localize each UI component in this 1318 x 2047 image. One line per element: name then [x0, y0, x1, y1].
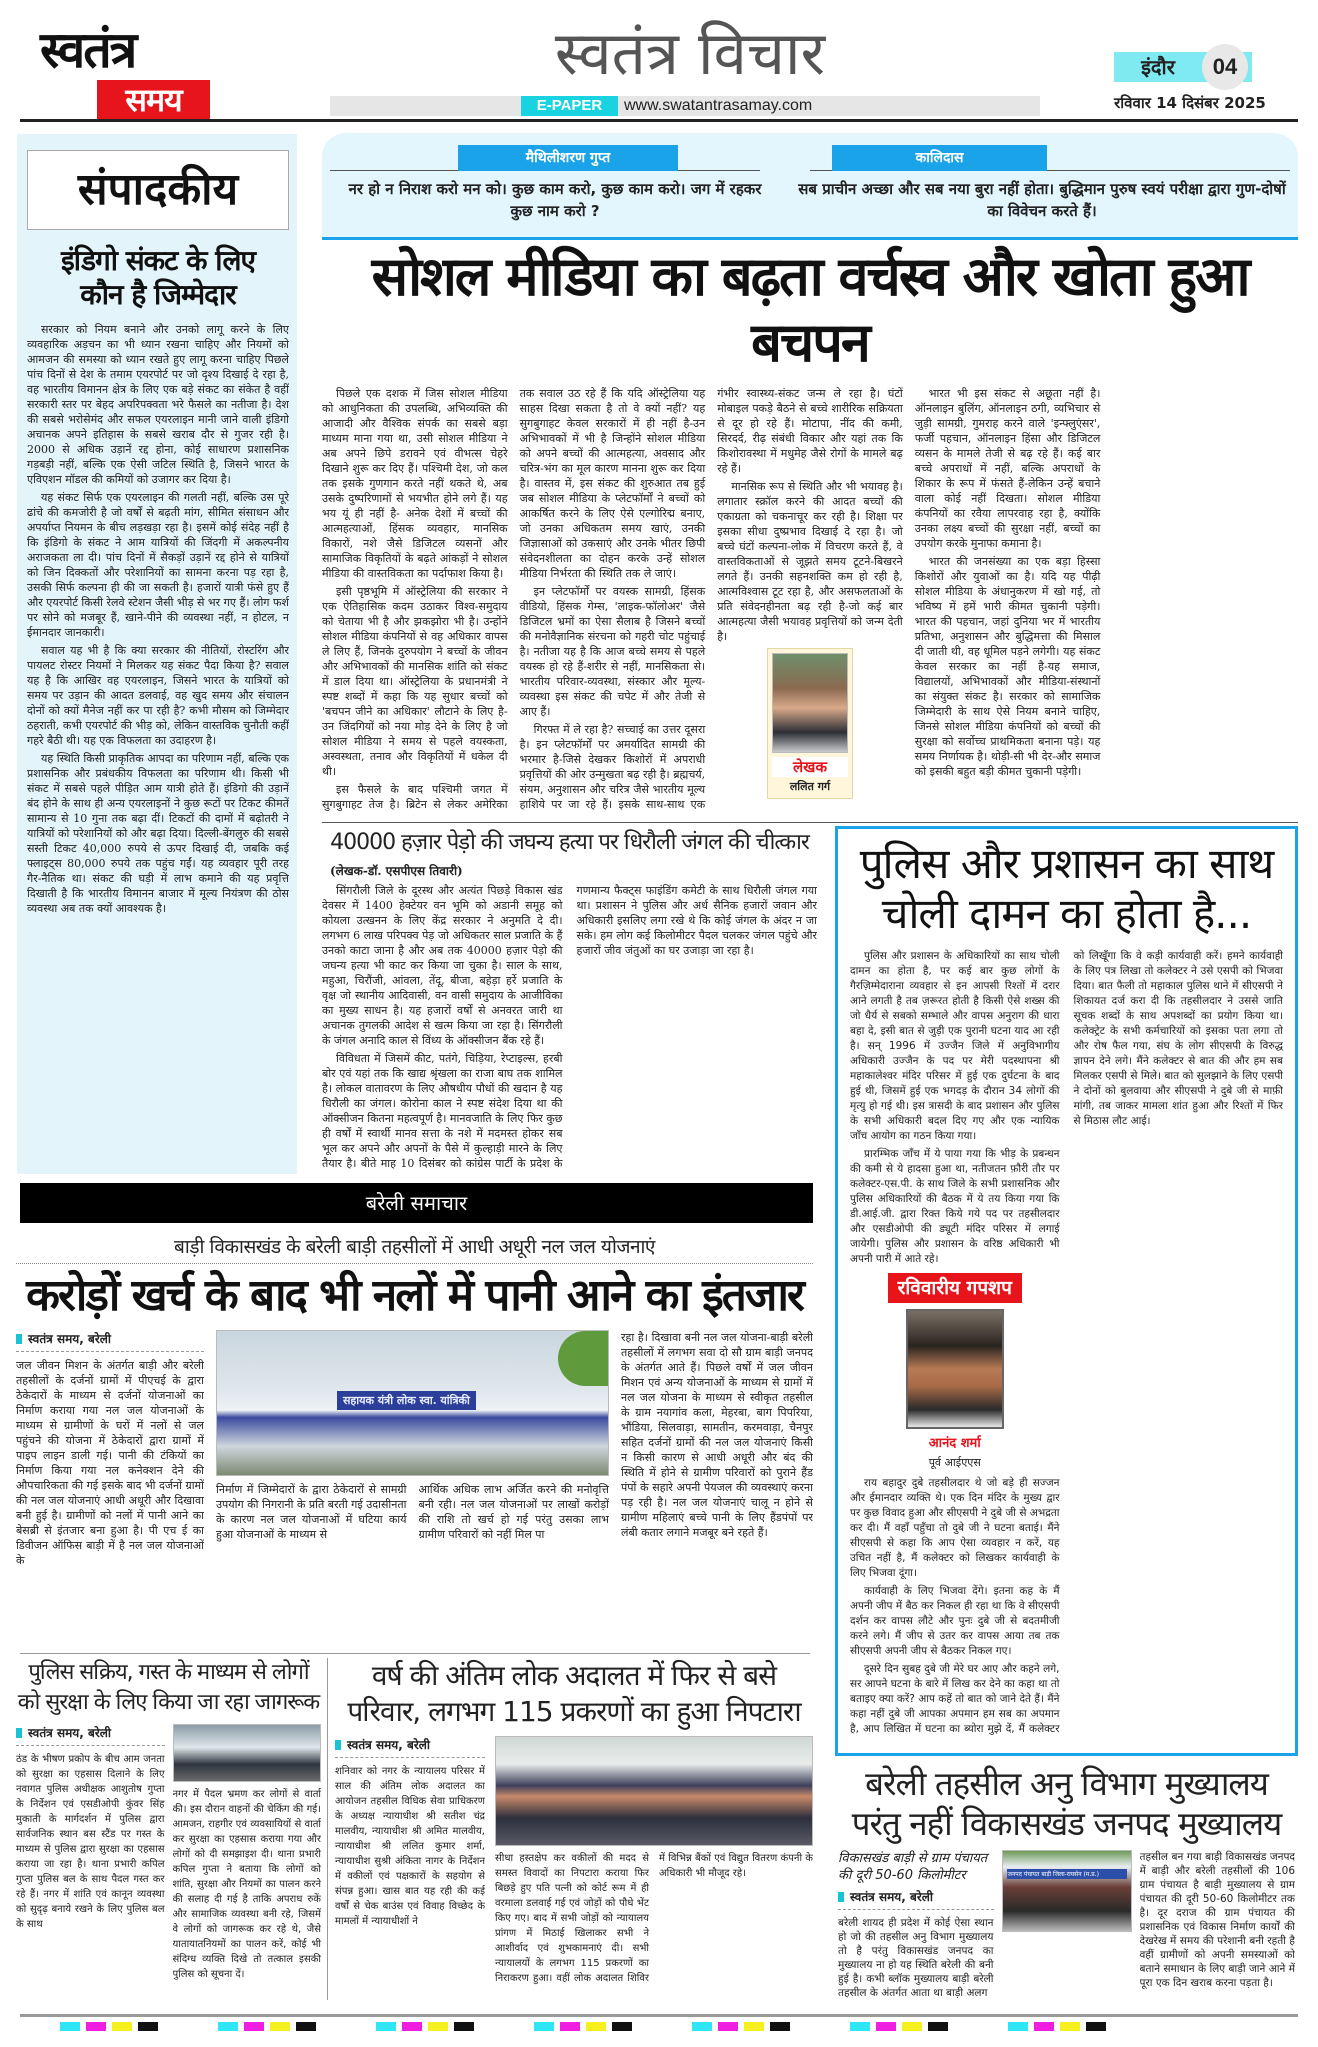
columnist-name: आनंद शर्मा: [928, 1436, 981, 1451]
paragraph: भारत भी इस संकट से अछूता नहीं है। ऑनलाइन बुलिंग, ऑनलाइन ठगी, व्यभिचार से जुड़ी सामग्री, गुमराह करने वाले 'इन्फ्लुएंसर', फर्जी पहचान, ऑनलाइन हिंसा और डिजिटल व्यसन के मामले तेजी से बढ़ रहे हैं। कई बार बच्चे अपराधों में नहीं, बल्कि अपराधों के शिकार के रूप में फंसते हैं-लेकिन उन्हें बचाने वाला कोई नहीं दिखता। सोशल मीडिया कंपनियों का रवैया लापरवाह रहा है, क्योंकि उनका लक्ष्य बच्चों की सुरक्षा नहीं, बच्चों का उपयोग करके मुनाफा कमाना है।: [914, 387, 1101, 550]
section-bar-bareli: बरेली समाचार: [20, 1183, 813, 1223]
registration-mark: [744, 2022, 764, 2031]
paragraph: यह स्थिति किसी प्राकृतिक आपदा का परिणाम नहीं, बल्कि एक प्रशासनिक और प्रबंधकीय विफलता का परिणाम थी। किसी भी संकट में सबसे पहले पीड़ित आम यात्री होते हैं। इंडिगो की उड़ानें बंद होने के साथ ही अन्य एयरलाइनों ने कुछ रूटों पर टिकट कीमतें सामान्य से 10 गुना तक बढ़ा दीं। टिकटों की दामों में बढ़ोतरी ने यात्रियों को परेशानियों को और बढ़ा दिया। दिल्ली-बेंगलुरु की सबसे सस्ती टिकट 40,000 रुपये से ऊपर दिखाई दी, जबकि कई फ्लाइट्स 80,000 रुपये तक पहुंच गईं। यह व्यवहार पूरी तरह गैर-नैतिक था। संकट की घड़ी में लाभ कमाने की यह प्रवृत्ति दिखाती है कि भारतीय विमानन बाजार में मूल्य नियंत्रण की ठोस व्यवस्था अब तक क्यों आवश्यक है।: [27, 752, 289, 915]
registration-mark: [376, 2022, 396, 2031]
registration-mark: [402, 2022, 422, 2031]
tehsil-byline: [838, 1888, 994, 1910]
bareli-body-col3: आर्थिक अधिक लाभ अर्जित करने की मनोवृत्ति बनी रही। नल जल योजनाओं पर लाखों करोड़ों की राशि तो खर्च हो गई परंतु उसका लाभ ग्रामीण परिवारों को नहीं मिल पा: [418, 1483, 609, 1541]
bareli-middle: [216, 1330, 609, 1650]
columnist-photo: [906, 1309, 1004, 1429]
bareli-columns: [16, 1330, 813, 1650]
gapshap-feature: [850, 1273, 1060, 1470]
registration-mark: [138, 2022, 158, 2031]
registration-mark: [876, 2022, 896, 2031]
columnist-title: पूर्व आईएएस: [928, 1456, 981, 1469]
editorial-headline: इंडिगो संकट के लिए कौन है जिम्मेदार: [60, 244, 255, 311]
paragraph: सवाल यह भी है कि क्या सरकार की नीतियों, रोस्टरिंग और पायलट रोस्टर नियमों ने मिलकर यह संकट पैदा किया है? सवाल यह है कि आखिर वह एयरलाइन, जिसने भारत के यात्रियों को समय पर उड़ान की आदत डलवाई, वह खुद समय और संचालन दोनों को क्यों मैनेज नहीं कर पा रही है? कभी मौसम को जिम्मेदार ठहराती, कभी एयरपोर्ट की भीड़ को, लेकिन वास्तविक चुनौती कहीं गहरे बैठी थी। यह एक विफलता का उदाहरण है।: [27, 644, 289, 747]
edition-city: इंदौर: [1141, 55, 1175, 79]
paragraph: इसी पृष्ठभूमि में ऑस्ट्रेलिया की सरकार ने एक ऐतिहासिक कदम उठाकर विश्व-समुदाय को चेताया भी है और झकझोरा भी है। उन्होंने सोशल मीडिया कंपनियों से वह अधिकार वापस ले लिए हैं, जिनके दुरुपयोग ने बच्चों के जीवन और अभिभावकों की मानसिक शांति को संकट में डाल दिया था। ऑस्ट्रेलिया के प्रधानमंत्री ने स्पष्ट शब्दों में कहा कि यह सुधार बच्चों को 'बचपन जीने का अधिकार' लौटाने के लिए है- उन जिंदगियों को नया मोड़ देने के लिए है जो सोशल मीडिया ने समय से पहले वयस्कता, अस्वस्थता, तनाव और विकृतियों में धकेल दी थी।: [322, 585, 508, 778]
lokadalat-article: [335, 1658, 813, 2000]
author-name: ललित गर्ग: [789, 780, 831, 793]
registration-mark: [770, 2022, 790, 2031]
main-headline: सोशल मीडिया का बढ़ता वर्चस्व और खोता हुआ बचपन: [371, 245, 1249, 374]
gapshap-label: रविवारीय गपशप: [888, 1273, 1022, 1303]
patrol-col2: [173, 1724, 322, 2000]
trees-article: [322, 828, 817, 1173]
epaper-badge: E-PAPER: [521, 96, 618, 116]
registration-mark: [902, 2022, 922, 2031]
bareli-middle-text: [216, 1482, 609, 1650]
paragraph: प्रारम्भिक जाँच में ये पाया गया कि भीड़ के प्रबन्धन की कमी से ये हादसा हुआ था, नतीजतन फ़ौरी तौर पर कलेक्टर-एस.पी. के साथ जिले के सभी प्रशासनिक और पुलिस अधिकारियों की बैठक में ये तय किया गया कि डी.आई.जी. द्वारा रिक्त किये गये पद पर तहसीलदार और एसडीओपी की ड्यूटी मंदिर परिसर में लगाई जायेगी। पुलिस और प्रशासन के वरिष्ठ अधिकारी भी अपनी पारी में आते रहे।: [850, 1148, 1060, 1265]
masthead-logo: [40, 22, 210, 122]
quote-band-divider: [322, 237, 1298, 240]
tehsil-subtitle: विकासखंड बाड़ी से ग्राम पंचायत की दूरी 50-60 किलोमीटर: [838, 1851, 988, 1883]
bareli-body-col1: जल जीवन मिशन के अंतर्गत बाड़ी और बरेली तहसीलों के दर्जनों ग्रामों में पीएचई के द्वारा ठेकेदारों के माध्यम से दर्जनों योजनाओं का निर्माण कराया गया नल जल योजनाओं के माध्यम से ग्रामीणों के घरों में नलों से जल पहुंचने की योजना में ठेकेदारों द्वारा ग्रामों में पाइप लाइन डाली गई। पानी की टंकियों का निर्माण किया गया नल कनेक्शन देने की औपचारिकता की गई इसके बाद भी दर्जनों ग्रामों की नल जल योजनाएं आधी अधूरी और दिखावा बनी हुई है। ग्रामीणों को नलों में पानी आने का बेसब्री से इंतजार बना हुआ है। पी एच ई का डिवीजन ऑफिस बाड़ी में है नल जल योजनाओं के: [16, 1359, 204, 1567]
website-link[interactable]: www.swatantrasamay.com: [624, 97, 813, 114]
bareli-subhead: बाड़ी विकासखंड के बरेली बाड़ी तहसीलों में आधी अधूरी नल जल योजनाएं: [16, 1235, 813, 1264]
water-office-photo: [216, 1330, 609, 1476]
paragraph: कार्यवाही के लिए भिजवा देंगे। इतना कह के मैं अपनी जीप में बैठ कर निकल ही रहा था कि वे सीएसपी दर्शन कर वापस लौटे और पुनः दुबे जी से बदतमीजी करने लगे। मैं जीप से उतर कर वापस आया तब तक सीएसपी अपनी जीप से बैठकर निकल गए।: [850, 1585, 1060, 1657]
columnist-card: [906, 1309, 1004, 1470]
gapshap-headline: पुलिस और प्रशासन का साथ चोली दामन का होता है...: [859, 839, 1274, 938]
tehsil-columns: [838, 1850, 1295, 2000]
bareli-body-col4: रहा है। दिखावा बनी नल जल योजना-बाड़ी बरेली तहसीलों में लगभग सवा दो सौ ग्राम बाड़ी जनपद के अंतर्गत आते हैं। पिछले वर्षों में जल जीवन मिशन एवं अन्य योजनाओं के माध्यम से ग्रामों में नल जल योजना के माध्यम से स्वीकृत तहसील के ग्राम नयागांव कला, मेहरबा, बाग पिपरिया, भौंडिया, सिलवाड़ा, सामतीन, करमवाड़ा, चैनपुर सहित दर्जनों ग्रामों की नल जल योजनाएं किसी न किसी कारण से आधी अधूरी और बंद की स्थिति में होने से ग्रामीण परिवारों को पुराने हैंड पंपों के सहारे अपनी पेयजल की व्यवस्थाएं करना पड़ रही है। नल जल योजनाएं चालू न होने से ग्रामीण महिलाएं बच्चे पानी के लिए हैंडपंपों पर लंबी कतार लगाने मजबूर बने रहते हैं।: [621, 1331, 813, 1539]
byline-text: स्वतंत्र समय, बरेली: [347, 1738, 430, 1752]
paragraph: विविधता में जिसमें कीट, पतंगे, चिड़िया, रेप्टाइल्स, हरबी बोर एवं यहां तक कि खाद्य श्रृंखला का राजा बाघ तक शामिल है। लोकल वातावरण के लिए औषधीय पौधों की खदान है यह धिरौली का जंगल। कोरोना काल ने स्पष्ट संदेश दिया था की ऑक्सीजन कितना महत्वपूर्ण है। मानवजाति के लिए फिर कुछ ही वर्षों में स्वार्थी मानव सत्ता के नशे में मदमस्त होकर सब भूल कर अपने और अपनों के पैसे में कुल्हाड़ी मारने के लिए तैयार है। बीते माह 10 दिसंबर को कांग्रेस पार्टी के प्रदेश के गणमान्य फैक्ट्स फाइंडिंग कमेटी के साथ धिरौली जंगल गया था। प्रशासन ने पुलिस और अर्ध सैनिक हजारों जवान और अधिकारी इसलिए लगा रखे थे कि कोई जंगल के अंदर न जा सके। हम लोग कई किलोमीटर पैदल चलकर जंगल पहुंचे और हजारों जीव जंतुओं का घर उजाड़ा जा रहा है।: [322, 884, 817, 1170]
registration-mark: [1034, 2022, 1054, 2031]
main-article: [322, 244, 1298, 818]
byline-marker-icon: [16, 1728, 22, 1738]
byline-text: स्वतंत्र समय, बरेली: [28, 1332, 111, 1346]
paragraph: गिरफ्त में ले रहा है? सच्चाई का उत्तर दूसरा है। इन प्लेटफॉर्मों पर अमर्यादित सामग्री की भरमार है-जिसे देखकर किशोरों में अपराधी प्रवृत्तियों की ओर उन्मुखता बढ़ रही है। ब्रह्मचर्य, संयम, अनुशासन और चरित्र जैसे भारतीय मूल्य हाशिये पर जा रहे हैं। इसके साथ-साथ एक गंभीर स्वास्थ्य-संकट जन्म ले रहा है। घंटों मोबाइल पकड़े बैठने से बच्चे शारीरिक सक्रियता से दूर हो रहे हैं। मोटापा, नींद की कमी, सिरदर्द, रीढ़ संबंधी विकार और यहां तक कि किशोरावस्था में मधुमेह जैसे रोगों के मामले बढ़ रहे हैं।: [519, 387, 903, 811]
footer-rule: [20, 2014, 1298, 2017]
divider: [327, 1658, 328, 2000]
byline-text: स्वतंत्र समय, बरेली: [28, 1726, 111, 1740]
paragraph: मानसिक रूप से स्थिति और भी भयावह है। लगातार स्क्रॉल करने की आदत बच्चों की एकाग्रता को चकनाचूर कर रही है। शिक्षा पर इसका सीधा दुष्प्रभाव दिखाई दे रहा है। जो बच्चे घंटों कल्पना-लोक में विचरण करते हैं, वे वास्तविकताओं से जूझते समय टूटने-बिखरने लगते हैं। उनकी सहनशक्ति कम हो रही है, आत्मविश्वास टूट रहा है, और असफलताओं के प्रति संवेदनहीनता बढ़ रही है-जो कई बार आत्महत्या जैसी भयावह प्रवृत्तियों को जन्म देती है।: [717, 480, 903, 643]
bareli-body-col2: निर्माण में जिम्मेदारों के द्वारा ठेकेदारों से सामग्री उपयोग की निगरानी के प्रति बरती गई उदासीनता के कारण नल जल योजनाओं में घटिया कार्य हुआ योजनाओं के माध्यम से: [216, 1483, 407, 1541]
byline-marker-icon: [335, 1740, 341, 1750]
logo-top-text: स्वतंत्र: [40, 21, 136, 79]
tehsil-body-col1: बरेली शायद ही प्रदेश में कोई ऐसा स्थान हो जो की तहसील अनु विभाग मुख्यालय तो है परंतु विकासखंड जनपद का मुख्यालय ना हो यह स्थिति बरेली की बनी हुई है। कभी ब्लॉक मुख्यालय बाड़ी बरेली तहसील के अंतर्गत आता था बाड़ी अलग: [838, 1917, 994, 1999]
registration-mark: [692, 2022, 712, 2031]
registration-mark: [718, 2022, 738, 2031]
registration-mark: [534, 2022, 554, 2031]
paragraph: इन प्लेटफॉर्मों पर वयस्क सामग्री, हिंसक वीडियो, हिंसक गेम्स, 'लाइक-फॉलोअर' जैसे डिजिटल भ्रमों का ऐसा सैलाब है जिसने बच्चों की मनोवैज्ञानिक संरचना को गहरी चोट पहुंचाई है। नतीजा यह है कि आज बच्चे समय से पहले वयस्क हो रहे हैं-शरीर से नहीं, मानसिकता से। भारतीय परिवार-व्यवस्था, संस्कार और मूल्य-व्यवस्था इस संकट की चपेट में और तेजी से आए हैं।: [519, 585, 706, 718]
gapshap-body: [850, 949, 1283, 1745]
issue-date: रविवार 14 दिसंबर 2025: [1114, 94, 1266, 112]
author-label: लेखक: [772, 757, 848, 777]
photo-sign-text: सहायक यंत्री लोक स्वा. यांत्रिकी: [337, 1391, 476, 1410]
lokadalat-body-col2: सीधा हस्तक्षेप कर वकीलों की मदद से समस्त विवादों का निपटारा कराया फिर बिछड़े हुए पति पत्नी को कोर्ट रूम में ही वरमाला डलवाई गई एवं जोड़ों को पौधे भेंट किए गए। बाद में सभी जोड़ों को न्यायालय प्रांगण में मिठाई खिलाकर सभी ने आशीर्वाद एवं शुभकामनाएं दी। सभी न्यायालयों के लगभग 115 प्रकरणों का निराकरण हुआ। वहीं लोक अदालत शिविर में विभिन्न बैंकों एवं विद्युत वितरण कंपनी के अधिकारी भी मौजूद रहे।: [495, 1853, 813, 1984]
photo-tree: [558, 1331, 608, 1386]
paragraph: भारत की जनसंख्या का एक बड़ा हिस्सा किशोरों और युवाओं का है। यदि यह पीढ़ी सोशल मीडिया के अंधानुकरण में खो गई, तो भविष्य में हमें भारी कीमत चुकानी पड़ेगी। भारत की पहचान, जहां दुनिया भर में भारतीय प्रतिभा, अनुशासन और बुद्धिमत्ता की मिसाल दी जाती थी, वह धूमिल पड़ने लगेगी। यह संकट केवल सरकार का नहीं है-यह समाज, विद्यालयों, अभिभावकों और मीडिया-संस्थानों का संयुक्त संकट है। सरकार को सामाजिक जिम्मेदारी के साथ ऐसे नियम बनाने चाहिए, जिनसे सोशल मीडिया कंपनियों को बच्चों की सुरक्षा को सर्वोच्च प्राथमिकता बनाना पड़े। यह समय निर्णायक है। थोड़ी-सी भी देर-और समाज को इसकी बहुत बड़ी कीमत चुकानी पड़ेगी।: [914, 555, 1101, 778]
byline-marker-icon: [838, 1892, 844, 1902]
bareli-byline: [16, 1330, 204, 1352]
byline-marker-icon: [16, 1334, 22, 1344]
patrol-headline: पुलिस सक्रिय, गस्त के माध्यम से लोगों को सुरक्षा के लिए किया जा रहा जागरूक: [17, 1660, 320, 1715]
bareli-col1: [16, 1330, 204, 1650]
author-photo-card: [767, 648, 853, 799]
lokadalat-headline: वर्ष की अंतिम लोक अदालत में फिर से बसे परिवार, लगभग 115 प्रकरणों का हुआ निपटारा: [347, 1659, 801, 1728]
paragraph: सरकार को नियम बनाने और उनको लागू करने के लिए व्यवहारिक अड़चन का भी ध्यान रखना चाहिए और नियमों को आमजन की समस्या को ध्यान रखते हुए लागू करना चाहिए पिछले पांच दिनों से देश के तमाम एयरपोर्ट पर जो दृश्य दिखाई दे रहा है, वह भारतीय विमानन क्षेत्र के लिए एक बड़े संकट का संकेत है वहीं सरकारी स्तर पर बेहद अपरिपक्वता भरे फैसले का नतीजा है। देश की सबसे भरोसेमंद और सफल एयरलाइन मानी जाने वाली इंडिगो अचानक अपने इतिहास के सबसे खराब दौर से गुजर रही है। 2000 से अधिक उड़ानें रद्द होना, कोई साधारण प्रशासनिक गड़बड़ी नहीं, बल्कि एक ऐसी जटिल स्थिति है, जिसने भारत के एविएशन मॉडल की कमियों को उजागर कर दिया है।: [27, 323, 289, 486]
registration-mark: [586, 2022, 606, 2031]
tehsil-headline: बरेली तहसील अनु विभाग मुख्यालय परंतु नहीं विकासखंड जनपद मुख्यालय: [851, 1764, 1282, 1843]
paragraph: राय बहादुर दुबे तहसीलदार थे जो बड़े ही सज्जन और ईमानदार व्यक्ति थे। एक दिन मंदिर के मुख्य द्वार पर कुछ विवाद हुआ और सीएसपी ने दुबे जी से अभद्रता कर दी। मैं वहाँ पहुँचा तो दुबे जी ने घटना बताई। मैंने सीएसपी से कहा कि आप ऐसा व्यवहार न करें, यह उचित नहीं है, मैं कलेक्टर को लिखकर कार्यवाही के लिए भिजवा दूंगा।: [850, 1477, 1060, 1579]
quote-text-2: सब प्राचीन अच्छा और सब नया बुरा नहीं होता। बुद्धिमान पुरुष स्वयं परीक्षा द्वारा गुण-दोषों का विवेचन करते हैं।: [798, 180, 1286, 220]
paragraph: पुलिस और प्रशासन के अधिकारियों का साथ चोली दामन का होता है, पर कई बार कुछ लोगों के गैरज़िम्मेदाराना व्यवहार से इन आपसी रिश्तों में दरार आने लगती है तब ज़रूरत होती है किसी ऐसे शख्स की जो धैर्य से सबको सम्भाले और वापस अनुराग की धारा बहा दे, इसी बात से जुड़ी एक पुरानी घटना याद आ रही है। सन् 1996 में उज्जैन जिले में अनुविभागीय अधिकारी उज्जैन के पद पर मेरी पदस्थापना श्री महाकालेश्वर मंदिर परिसर में हुई एक दुर्घटना के बाद हुई थी, जिसमें हुई एक भगदड़ के दौरान 34 लोगों की मृत्यु हो गई थी। इस त्रासदी के बाद प्रशासन और पुलिस के सभी अधिकारी बदल दिए गए और एक न्यायिक जाँच आयोग का गठन किया गया।: [850, 950, 1060, 1142]
registration-mark: [428, 2022, 448, 2031]
lokadalat-body-col1: शनिवार को नगर के न्यायालय परिसर में साल की अंतिम लोक अदालत का आयोजन तहसील विधिक सेवा प्राधिकरण के अध्यक्ष न्यायाधीश श्री सतीश चंद्र मालवीय, न्यायाधीश श्री अमित मालवीय, न्यायाधीश श्री ललित कुमार शर्मा, न्यायाधीश सुश्री अंकिता नागर के निर्देशन में वकीलों एवं पक्षकारों के सहयोग से संपन्न हुआ। खास बात यह रही की कई वर्षों से चेक बाउंस एवं विवाह विच्छेद के मामलों में न्यायाधीशों ने: [335, 1766, 485, 1927]
trees-headline: 40000 हज़ार पेड़ो की जघन्य हत्या पर धिरौली जंगल की चीत्कार: [330, 830, 809, 855]
registration-mark: [454, 2022, 474, 2031]
color-registration-strip: [0, 2022, 1318, 2032]
patrol-body-col1: ठंड के भीषण प्रकोप के बीच आम जनता को सुरक्षा का एहसास दिलाने के लिए नवागत पुलिस अधीक्षक आशुतोष गुप्ता के निर्देशन एवं एसडीओपी कुंवर सिंह मुकाती के मार्गदर्शन में पुलिस द्वारा सार्वजनिक स्थान बस स्टैंड पर गस्त के माध्यम से पुलिस द्वारा सुरक्षा का एहसास कराया जा रहा है। थाना प्रभारी कपिल गुप्ता पुलिस बल के साथ पैदल गस्त कर रहे हैं। नगर में शांति एवं कानून व्यवस्था को सुदृढ़ बनाये रखने के लिए पुलिस बल के साथ: [16, 1754, 165, 1930]
registration-mark: [560, 2022, 580, 2031]
registration-mark: [60, 2022, 80, 2031]
lokadalat-byline: [335, 1736, 485, 1758]
author-photo: [772, 653, 848, 753]
trees-body: [322, 883, 817, 1173]
quote-text-1: नर हो न निराश करो मन को। कुछ काम करो, कुछ काम करो। जग में रहकर कुछ नाम करो ?: [348, 180, 762, 220]
patrol-byline: [16, 1724, 165, 1746]
registration-mark: [296, 2022, 316, 2031]
lokadalat-col2: [495, 1736, 813, 2000]
lokadalat-col1: [335, 1736, 485, 2000]
registration-mark: [1008, 2022, 1028, 2031]
bareli-headline: करोड़ों खर्च के बाद भी नलों में पानी आने का इंतजार: [26, 1270, 803, 1321]
logo-bottom-text: समय: [97, 80, 210, 120]
paragraph: पिछले एक दशक में जिस सोशल मीडिया को आधुनिकता की उपलब्धि, अभिव्यक्ति की आजादी और वैश्विक संपर्क का सबसे बड़ा माध्यम माना गया था, उसी सोशल मीडिया ने अब अपने छिपे डरावने एवं वीभत्स चेहरे दिखाने शुरू कर दिए हैं। पश्चिमी देश, जो कल तक इसके गुणगान करते नहीं थकते थे, अब उसके दुष्परिणामों से भयभीत होने लगे हैं। यह भय यूं ही नहीं है- अनेक देशों में बच्चों की आत्महत्याओं, हिंसक व्यवहार, मानसिक विकारों, नशे जैसे डिजिटल व्यसनों और सामाजिक विकृतियों के बढ़ते आंकड़ों ने सोशल मीडिया की वास्तविकता का पर्दाफाश किया है।: [322, 387, 508, 580]
registration-mark: [270, 2022, 290, 2031]
editorial-label: संपादकीय: [27, 150, 289, 230]
quote-author-1: मैथिलीशरण गुप्त: [458, 145, 678, 171]
registration-mark: [86, 2022, 106, 2031]
lokadalat-group-photo: [495, 1736, 813, 1846]
patrol-photo: [173, 1724, 322, 1782]
paragraph: सिंगरौली जिले के दूरस्थ और अत्यंत पिछड़े विकास खंड देवसर में 1400 हेक्टेयर वन भूमि को अडानी समूह को कोयला उत्खनन के लिए केंद्र सरकार ने अनुमति दे दी। लगभग 6 लाख परिपक्व पेड़ जो अधिकतर साल प्रजाति के हैं उनको काटा जाना है और अब तक 40000 हज़ार पेड़ो की जघन्य हत्या भी काट कर किया जा चुका है। साल के साथ, महुआ, चिरौंजी, आंवला, तेंदू, बीजा, बहेड़ा हर्रे प्रजाति के वृक्ष जो स्थानीय आदिवासी, वन वासी समुदाय के आजीविका का मुख्य साधन है। यह हजारों वर्षों से अनवरत जारी था अचानक तुगलकी आदेश से खत्म किया जा रहा है। सिंगरौली के जंगल अनादि काल से विंध्य के ऑक्सीजन बैंक रहे हैं।: [322, 884, 563, 1047]
paragraph: दूसरे दिन सुबह दुबे जी मेरे घर आए और कहने लगे, सर आपने घटना के बारे में लिख कर देने का कहा था तो बताइए क्या करें? आप कहें तो बात को जाने देते हैं। मैंने कहा नहीं दुबे जी आपका अपमान हम सब का अपमान है, आप लिखित में घटना का ब्योरा मुझे दें, मैं कलेक्टर को लिखूँगा कि वे कड़ी कार्यवाही करें। हमने कार्यवाही के लिए पत्र लिखा तो कलेक्टर ने उसे एसपी को भिजवा दिया। बात फैली तो महाकाल पुलिस थाने में सीएसपी ने शिकायत दर्ज करा दी कि तहसीलदार ने उससे जाति सूचक शब्दों के साथ अपशब्दों का प्रयोग किया था। कलेक्ट्रेट के सभी कर्मचारियों को इसका पता लगा तो और रोष फैल गया, संघ के लोग सीएसपी के विरुद्ध ज्ञापन देने लगे। मैंने कलेक्टर से बात की और हम सब मिलकर एसपी से मिले। बात को सुलझाने के लिए एसपी ने दोनों को बुलवाया और सीएसपी ने दुबे जी से माफ़ी मांगी, तब जाकर मामला शांत हुआ और रिश्तों में फिर से मिठास लौट आई।: [850, 950, 1283, 1735]
header-rule: [20, 119, 1298, 122]
main-article-body: [322, 386, 1298, 818]
tehsil-col1: [838, 1850, 994, 2000]
paragraph: इस फैसले के बाद पश्चिमी जगत में सुगबुगाहट तेज है। ब्रिटेन से लेकर अमेरिका तक सवाल उठ रहे हैं कि यदि ऑस्ट्रेलिया यह साहस दिखा सकता है तो वे क्यों नहीं? यह सुगबुगाहट केवल सरकारों में ही नहीं है-उन अभिभावकों में भी है जिन्होंने सोशल मीडिया को अपने बच्चों की आत्महत्या, अवसाद और चरित्र-भंग का मूल कारण मानना शुरू कर दिया है। वास्तव में, इस संकट की शुरुआत तब हुई जब सोशल मीडिया के प्लेटफॉर्मों ने बच्चों को आकर्षित करने के लिए ऐसे एल्गोरिद्म बनाए, जो उनका अधिकतम समय खाएं, उनकी जिज्ञासाओं को उकसाएं और उनके भीतर छिपी संवेदनशीलता का दोहन करके उन्हें सोशल मीडिया निर्भरता की स्थिति तक ले जाएं।: [322, 387, 706, 811]
gapshap-box: [835, 826, 1298, 1756]
registration-mark: [928, 2022, 948, 2031]
trees-byline: (लेखक-डॉ. एसपीएस तिवारी): [330, 864, 463, 878]
patrol-article: [16, 1658, 321, 2000]
registration-mark: [612, 2022, 632, 2031]
main-bottom-rule: [322, 822, 1298, 823]
registration-mark: [1086, 2022, 1106, 2031]
photo-sign-text: जनपद पंचायत बाड़ी जिला-रायसेन (म.प्र.): [1007, 1869, 1127, 1879]
page-number: 04: [1202, 44, 1248, 90]
patrol-body-col2: नगर में पैदल भ्रमण कर लोगों से वार्ता की। इस दौरान वाहनों की चेकिंग की गई। आमजन, राहगीर एवं व्यवसायियों से वार्ता कर सुरक्षा का एहसास कराया गया और लोगों को दी समझाइश दी। थाना प्रभारी कपिल गुप्ता ने बताया कि लोगों को शांति, सुरक्षा और नियमों का पालन करने की सलाह दी गई है ताकि अपराध रुकें और सामाजिक व्यवस्था बनी रहे, जिसमें वे लोगों को जागरूक कर रहे थे, जैसे यातायातनियमों का पालन करें, कोई भी संदिग्ध व्यक्ति दिखे तो तत्काल इसकी पुलिस को सूचना दें।: [172, 1789, 321, 1980]
page-title: स्वतंत्र विचार: [554, 19, 826, 89]
paragraph: यह संकट सिर्फ एक एयरलाइन की गलती नहीं, बल्कि उस पूरे ढांचे की कमजोरी है जो वर्षों से बढ़ती मांग, सीमित संसाधन और अपर्याप्त नियमन के बीच लड़खड़ा रहा है। इसमें कोई संदेह नहीं है कि इंडिगो के संकट ने आम यात्रियों की जिंदगी में अकल्पनीय अराजकता ला दी। पांच दिनों में सैकड़ों उड़ानें रद्द होने से यात्रियों को जिन दिक्कतों और परेशानियों का सामना करना पड़ रहा है, उसकी सिर्फ कल्पना ही की जा सकती है। हजारों यात्री फंसे हुए हैं और एयरपोर्ट किसी रेलवे स्टेशन जैसी भीड़ से भर गए हैं। लोग फर्श पर सोने को मजबूर हैं, खाने-पीने की व्यवस्था नहीं, न होटल, न ईमानदार जानकारी।: [27, 491, 289, 639]
quote-author-2: कालिदास: [832, 145, 1047, 171]
patrol-col1: [16, 1724, 165, 2000]
registration-mark: [1060, 2022, 1080, 2031]
bareli-section: [16, 1183, 813, 1650]
editorial-column: [17, 134, 297, 1174]
registration-mark: [850, 2022, 870, 2031]
registration-mark: [112, 2022, 132, 2031]
byline-text: स्वतंत्र समय, बरेली: [850, 1890, 933, 1904]
patrol-columns: [16, 1724, 321, 2000]
divider: [20, 1653, 810, 1654]
tehsil-article: [838, 1764, 1295, 2000]
editorial-body: [27, 322, 289, 1166]
registration-mark: [244, 2022, 264, 2031]
lokadalat-columns: [335, 1736, 813, 2000]
janpad-office-photo: [1002, 1850, 1132, 1932]
tehsil-body-col2: तहसील बन गया बाड़ी विकासखंड जनपद में बाड़ी और बरेली तहसीलों की 106 ग्राम पंचायत है बाड़ी मुख्यालय से ग्राम पंचायत की दूरी 50-60 किलोमीटर तक है। दूर दराज की ग्राम पंचायत की प्रशासनिक एवं विकास निर्माण कार्यों की देखरेख में समय की परेशानी बनी रहती है वहीं ग्रामीणों को अपनी समस्याओं को बताने समाधान के लिए बाड़ी जाने आने में पूरा एक दिन खराब करना पड़ता है।: [1139, 1851, 1295, 1989]
registration-mark: [218, 2022, 238, 2031]
